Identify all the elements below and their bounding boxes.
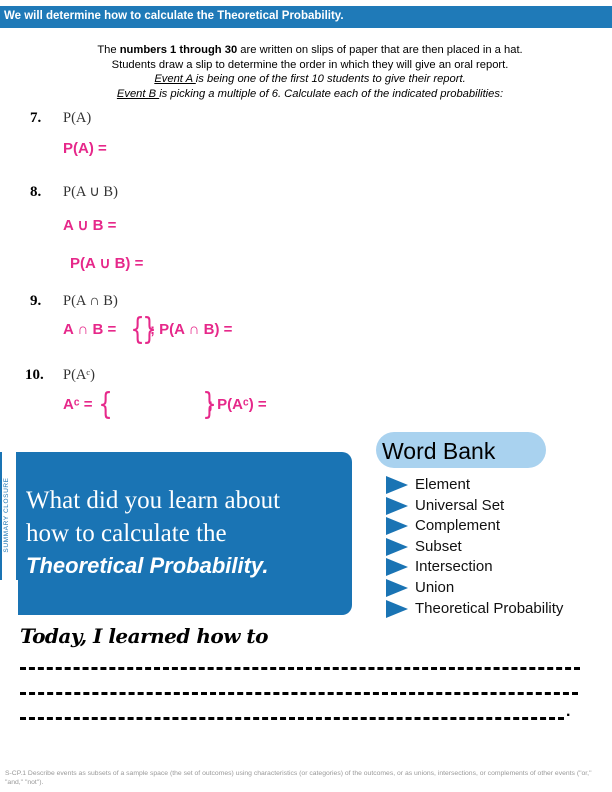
summary-question-line-2: how to calculate the xyxy=(26,520,227,547)
word-bank-term: Union xyxy=(415,578,455,596)
intro-text: The xyxy=(97,44,120,56)
summary-question-line-3: Theoretical Probability. xyxy=(26,553,269,578)
answer-prompt: A ∩ B = xyxy=(63,321,117,338)
intro-text: are written on slips of paper that are then placed in a hat. xyxy=(237,44,523,56)
arrow-right-icon xyxy=(386,517,408,535)
answer-prompt: A ∪ B = xyxy=(63,217,117,234)
arrow-right-icon xyxy=(386,538,408,556)
arrow-right-icon xyxy=(386,497,408,515)
question-number: 9. xyxy=(30,293,42,309)
arrow-right-icon xyxy=(386,600,408,618)
event-a-text: is being one of the first 10 students to give their report. xyxy=(195,73,466,86)
lesson-title: We will determine how to calculate the Theoretical Probability. xyxy=(4,10,344,22)
question-expression: P(A ∪ B) xyxy=(63,184,118,200)
intro-line-2: Students draw a slip to determine the order in which they will give an oral report. xyxy=(111,58,509,71)
arrow-right-icon xyxy=(386,476,408,494)
answer-prompt: ; P(A ∩ B) = xyxy=(150,321,233,338)
close-brace: } xyxy=(142,312,157,347)
word-bank-term: Complement xyxy=(415,517,501,535)
header-bar xyxy=(0,6,612,28)
question-expression: P(A) xyxy=(63,110,92,126)
writing-line[interactable] xyxy=(20,692,578,695)
answer-prompt: Aᶜ = xyxy=(63,396,93,413)
summary-question-line-1: What did you learn about xyxy=(26,487,281,514)
standard-footnote: S-CP.1 Describe events as subsets of a sample space (the set of outcomes) using characteristics (or categories) of the outcomes, or as unions, intersections, or complements of other events ("or," "and," "not"). xyxy=(5,770,592,786)
writing-line[interactable] xyxy=(20,667,580,670)
word-bank-title: Word Bank xyxy=(376,432,546,468)
word-bank-term: Theoretical Probability xyxy=(415,599,564,617)
open-brace: { xyxy=(130,312,145,347)
answer-prompt: ; P(Aᶜ) = xyxy=(208,396,267,413)
writing-line[interactable] xyxy=(20,717,564,720)
answer-prompt: P(A) = xyxy=(63,140,107,157)
closing-period: . xyxy=(566,703,571,720)
word-bank-term: Subset xyxy=(415,537,462,555)
arrow-right-icon xyxy=(386,558,408,576)
question-expression: P(Aᶜ) xyxy=(63,367,95,383)
word-bank-term: Element xyxy=(415,476,471,493)
question-number: 8. xyxy=(30,184,42,200)
problem-intro xyxy=(40,43,580,101)
event-b-text: is picking a multiple of 6. Calculate each of the indicated probabilities: xyxy=(159,87,504,100)
event-b-label: Event B xyxy=(116,87,160,100)
close-brace: } xyxy=(202,387,217,422)
open-brace: { xyxy=(98,387,113,422)
answer-prompt: P(A ∪ B) = xyxy=(70,255,144,272)
word-bank-term: Intersection xyxy=(415,558,493,576)
today-learned-prompt: Today, I learned how to xyxy=(20,624,268,648)
question-expression: P(A ∩ B) xyxy=(63,293,118,309)
intro-bold: numbers 1 through 30 xyxy=(119,44,238,56)
event-a-label: Event A xyxy=(154,73,196,86)
summary-closure-label: SUMMARY CLOSURE xyxy=(3,477,10,553)
word-bank-term: Universal Set xyxy=(415,496,505,514)
question-number: 7. xyxy=(30,110,42,126)
arrow-right-icon xyxy=(386,579,408,597)
question-number: 10. xyxy=(25,367,44,383)
